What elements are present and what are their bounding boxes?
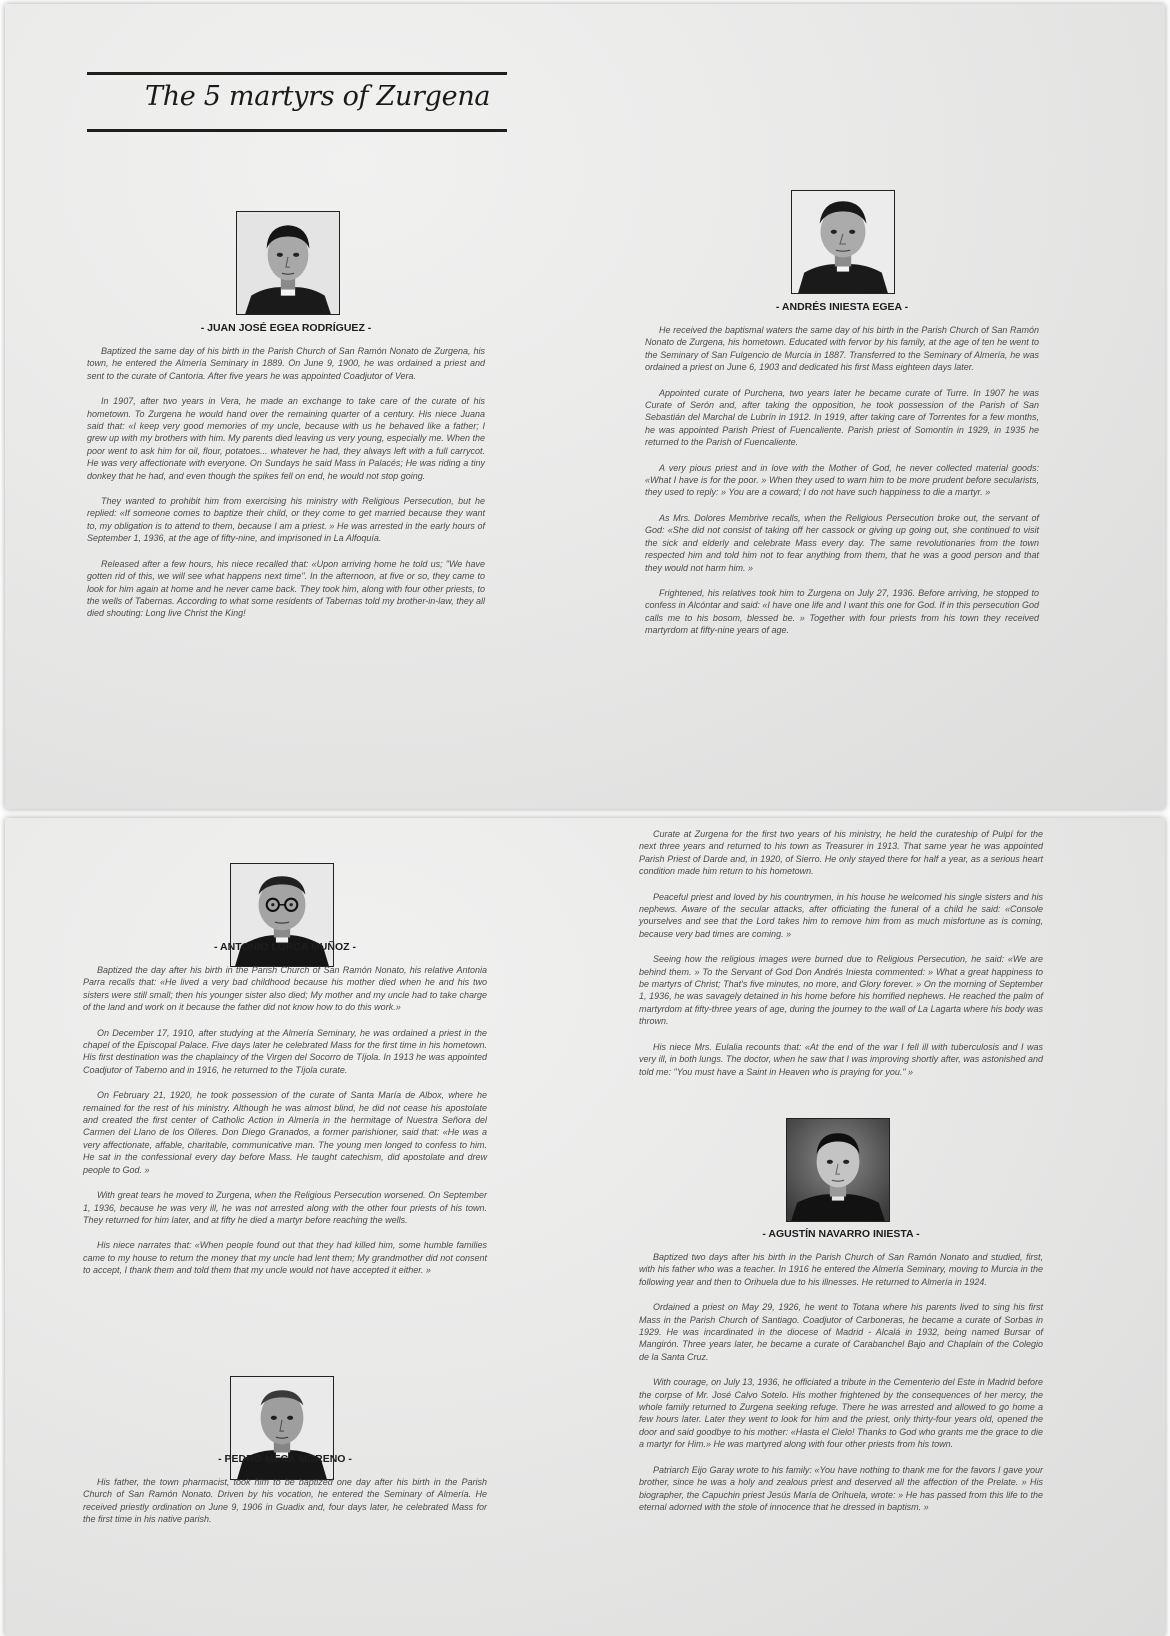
page-1 [5, 4, 1165, 809]
portrait-juan-jose-egea-rodriguez [236, 211, 340, 315]
bio-paragraph: They wanted to prohibit him from exercising his ministry with Religious Persecution, but he replied: «If someone comes to baptize their child, or they come to get married because they want to, my obligation is to attend to them, because I am a priest. » He was arrested in the early hours of September 1, 1936, at the age of fifty-nine, and imprisoned in La Alfoquía. [87, 496, 485, 544]
bio-paragraph: Curate at Zurgena for the first two years of his ministry, he held the curateship of Pulpí for the next three years and returned to his town as Treasurer in 1913. That same year he was appointed Parish Priest of Darde and, in 1920, of Sierro. He only stayed there for half a year, as a serious heart condition made him return to his hometown. [639, 829, 1043, 877]
bio-paragraph: In 1907, after two years in Vera, he made an exchange to take care of the curate of his hometown. To Zurgena he would hand over the remaining quarter of a century. His niece Juana said that: «I keep very good memories of my uncle, because with us he behaved like a father; I grew up with my brothers with him. My parents died leaving us very young, especially me. When the poor went to ask him for oil, flour, potatoes... whatever he had, they always left with a full carrycot. He was very affectionate with everyone. On Sundays he said Mass in Palacés; He was riding a tiny donkey that he had, and even though the spikes fell on end, he would not stop going. [87, 396, 485, 481]
bio-paragraph: Released after a few hours, his niece recalled that: «Upon arriving home he told us; "We have gotten rid of this, we will see what happens next time". In the afternoon, at five or so, they came to look for him again at home and he never came back. They took him, along with four other priests, to the wells of Tabernas. According to what some residents of Tabernas told my brother-in-law, they all died shouting: Long live Christ the King! [87, 558, 485, 619]
bio-paragraph: On December 17, 1910, after studying at the Almería Seminary, he was ordained a priest in the chapel of the Episcopal Palace. Five days later he celebrated Mass for the first time in his hometown. His first destination was the chaplaincy of the Virgen del Socorro de Tíjola. In 1913 he was appointed Coadjutor of Taberno and in 1916, he returned to the Tíjola curate. [83, 1027, 487, 1075]
bio-paragraph: Baptized two days after his birth in the Parish Church of San Ramón Nonato and studied, first, with his father who was a teacher. In 1916 he entered the Almería Seminary, moving to Murcia in the following year and then to Orihuela due to his illnesses. He returned to Almería in 1924. [639, 1252, 1043, 1287]
bio-paragraph: Peaceful priest and loved by his countrymen, in his house he welcomed his single sisters and his nephews. Aware of the secular attacks, after officiating the funeral of a child he said: «Console yourselves and see that the Lord takes him to remove him from as much misfortune as is coming, because very bad times are coming. » [639, 891, 1043, 939]
martyr-name-antonio-lorca-munoz: - ANTONIO LORCA MUÑOZ - [214, 941, 356, 953]
page-2 [5, 818, 1165, 1636]
bio-juan-jose-egea-rodriguez [87, 345, 485, 633]
portrait-agustin-navarro-iniesta [786, 1118, 890, 1222]
bio-paragraph: Patriarch Eijo Garay wrote to his family: «You have nothing to thank me for the favors I gave your brother, since he was a holy and zealous priest and deserved all the affection of the Prelate. » His biographer, the Capuchin priest Jesús María de Orihuela, wrote: » He has passed from this life to the eternal adorned with the stole of innocence that he dressed in baptism. » [639, 1464, 1043, 1512]
bio-andres-iniesta-egea [645, 324, 1039, 650]
bio-pedro-meca-moreno-part-2 [639, 828, 1043, 1091]
martyr-name-juan-jose-egea-rodriguez: - JUAN JOSÉ EGEA RODRÍGUEZ - [200, 322, 372, 334]
bio-paragraph: With courage, on July 13, 1936, he officiated a tribute in the Cementerio del Este in Madrid before the corpse of Mr. José Calvo Sotelo. His mother frightened by the consequences of her mercy, the whole family returned to Zurgena seeking refuge. There he was arrested and allowed to go home a few hours later. Later they went to look for him and the priest, only thirty-four years old, opened the door and said goodbye to his mother: «Hasta el Cielo! Thanks to God who grants me the grace to die a martyr for Him.» He was martyred along with four other priests from his town. [639, 1377, 1043, 1450]
bio-paragraph: With great tears he moved to Zurgena, when the Religious Persecution worsened. On September 1, 1936, because he was very ill, he was not arrested along with the other four priests of his town. They returned for him later, and at fifty he died a martyr before reaching the wells. [83, 1190, 487, 1225]
bio-pedro-meca-moreno-part-1 [83, 1476, 487, 1539]
bio-antonio-lorca-munoz [83, 964, 487, 1290]
bio-paragraph: Frightened, his relatives took him to Zurgena on July 27, 1936. Before arriving, he stopped to confess in Alcóntar and said: «I have one life and I want this one for God. If in this persecution God calls me to his bosom, blessed be. » Together with four priests from his town they received martyrdom at fifty-nine years of age. [645, 587, 1039, 636]
bio-paragraph: Appointed curate of Purchena, two years later he became curate of Turre. In 1907 he was Curate of Serón and, after taking the opposition, he took possession of the Parish of San Sebastián del Marchal de Lubrín in 1912. In 1919, after taking care of Torrentes for a few months, he was appointed Parish Priest of Fuencaliente. Parish priest of Somontín in 1929, in 1935 he returned to the Parish of Fuencaliente. [645, 387, 1039, 448]
bio-paragraph: His niece Mrs. Eulalia recounts that: «At the end of the war I fell ill with tuberculosis and I was very ill, in both lungs. The doctor, when he saw that I was improving shortly after, was astonished and told me: "You must have a Saint in Heaven who is praying for you." » [639, 1041, 1043, 1077]
bio-paragraph: A very pious priest and in love with the Mother of God, he never collected material goods: «What I have is for the poor. » When they used to warn him to be more prudent before secularists, they used to reply: » You are a coward; I do not have such happiness to die a martyr. » [645, 462, 1039, 498]
martyr-name-andres-iniesta-egea: - ANDRÉS INIESTA EGEA - [775, 301, 909, 313]
martyr-name-agustin-navarro-iniesta: - AGUSTÍN NAVARRO INIESTA - [762, 1228, 920, 1240]
bio-paragraph: Baptized the day after his birth in the Parish Church of San Ramón Nonato, his relative Antonia Parra recalls that: «He lived a very bad childhood because his mother died when he and his two sisters were still small; then his younger sister also died; My mother and my uncle had to take charge of the land and work on it because the father did not know how to do this work.» [83, 965, 487, 1013]
page-title: The 5 martyrs of Zurgena [145, 81, 491, 112]
bio-paragraph: He received the baptismal waters the same day of his birth in the Parish Church of San Ramón Nonato de Zurgena, his hometown. Educated with fervor by his family, at the age of ten he went to the Seminary of San Fulgencio de Murcia in 1887. Transferred to the Seminary of Almería, he was ordained a priest on June 6, 1903 and dedicated his first Mass eighteen days later. [645, 325, 1039, 373]
bio-paragraph: Ordained a priest on May 29, 1926, he went to Totana where his parents lived to sing his first Mass in the Parish Church of Santiago. Coadjutor of Carboneras, he became a curate of Sorbas in 1929. He was incardinated in the diocese of Madrid - Alcalá in 1932, being named Bursar of Mangirón. Three years later, he became a curate of Carabanchel Bajo and Chaplain of the Colegio de la Santa Cruz. [639, 1302, 1043, 1362]
bio-paragraph: Seeing how the religious images were burned due to Religious Persecution, he said: «We are behind them. » To the Servant of God Don Andrés Iniesta commented: » What a great happiness to be martyrs of Christ; That's five minutes, no more, and Glory forever. » On the morning of September 1, 1936, he was savagely detained in his home before his horrified nephews. He reached the palm of martyrdom at fifty-three years of age, during the journey to the wall of La Lagarta where his body was thrown. [639, 954, 1043, 1027]
bio-paragraph: On February 21, 1920, he took possession of the curate of Santa María de Albox, where he remained for the rest of his ministry. Although he was almost blind, he did not cease his apostolate and created the first center of Catholic Action in Almería in the hermitage of Nuestra Señora del Carmen del Llano de los Olleres. Don Diego Granados, a former parishioner, said that: «He was a very affectionate, affable, charitable, communicative man. The young men longed to confess to him. He sat in the confessional every day before Mass. He taught catechism, did apostolate and drew people to God. » [83, 1090, 487, 1175]
bio-paragraph: His father, the town pharmacist, took him to be baptized one day after his birth in the Parish Church of San Ramón Nonato. Driven by his vocation, he entered the Seminary of Almería. He received priestly ordination on June 9, 1906 in Guadix and, four days later, he celebrated Mass for the first time in his native parish. [83, 1477, 487, 1525]
title-block [87, 72, 507, 132]
bio-paragraph: Baptized the same day of his birth in the Parish Church of San Ramón Nonato de Zurgena, his town, he entered the Almería Seminary in 1889. On June 9, 1900, he was ordained a priest and sent to the curate of Cantoria. After five years he was appointed Coadjutor of Vera. [87, 346, 485, 381]
martyr-name-pedro-meca-moreno: - PEDRO MECA MORENO - [218, 1453, 352, 1465]
bio-paragraph: As Mrs. Dolores Membrive recalls, when the Religious Persecution broke out, the servant of God: «She did not consist of taking off her cassock or giving up going out, she continued to visit the sick and elderly and celebrate Mass every day. The same revolutionaries from the town respected him and told him not to fear anything from them, that he was a good person and that they would not harm him. » [645, 512, 1039, 573]
bio-paragraph: His niece narrates that: «When people found out that they had killed him, some humble families came to my house to return the money that my uncle had lent them; My grandmother did not consent to accept, I thank them and told them that my uncle would not have accepted it either. » [83, 1240, 487, 1276]
portrait-andres-iniesta-egea [791, 190, 895, 294]
bio-agustin-navarro-iniesta [639, 1251, 1043, 1526]
